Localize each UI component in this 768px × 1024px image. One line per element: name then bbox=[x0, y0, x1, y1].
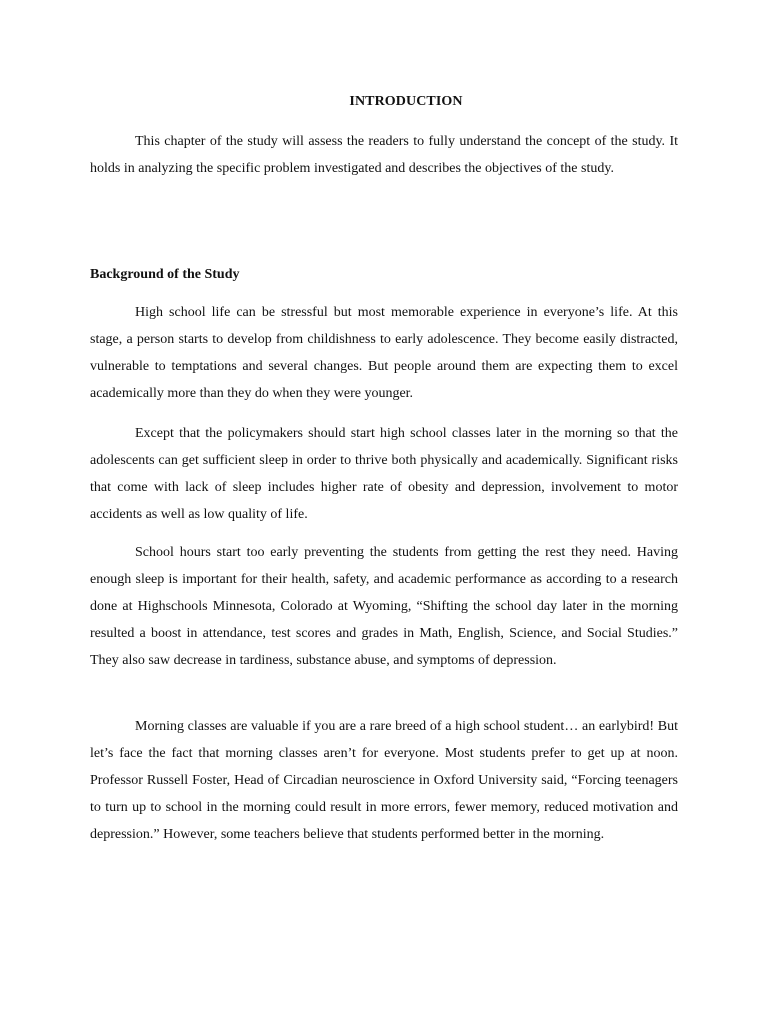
background-paragraph-1: High school life can be stressful but most memorable experience in everyone’s life. At this stage, a person starts to develop from childishness to early adolescence. They become easily distracted, vulnerable to temptations and several changes. But people around them are expecting them to excel academically more than they do when they were younger. bbox=[90, 305, 678, 401]
page-title: INTRODUCTION bbox=[349, 94, 463, 109]
intro-paragraph: This chapter of the study will assess the readers to fully understand the concept of the study. It holds in analyzing the specific problem investigated and describes the objectives of the study. bbox=[90, 134, 678, 176]
background-paragraph-2: Except that the policymakers should start high school classes later in the morning so that the adolescents can get sufficient sleep in order to thrive both physically and academically. Significant risks that come with lack of sleep includes higher rate of obesity and depression, involvement to motor accidents as well as low quality of life. bbox=[90, 426, 678, 522]
background-paragraph-3: School hours start too early preventing the students from getting the rest they need. Having enough sleep is important for their health, safety, and academic performance as according to a research done at Highschools Minnesota, Colorado at Wyoming, “Shifting the school day later in the morning resulted a boost in attendance, test scores and grades in Math, English, Science, and Social Studies.” They also saw decrease in tardiness, substance abuse, and symptoms of depression. bbox=[90, 545, 678, 668]
section-heading: Background of the Study bbox=[90, 267, 240, 282]
background-paragraph-4: Morning classes are valuable if you are a rare breed of a high school student… an earlybird! But let’s face the fact that morning classes aren’t for everyone. Most students prefer to get up at noon. Professor Russell Foster, Head of Circadian neuroscience in Oxford University said, “Forcing teenagers to turn up to school in the morning could result in more errors, fewer memory, reduced motivation and depression.” However, some teachers believe that students performed better in the morning. bbox=[90, 719, 678, 842]
